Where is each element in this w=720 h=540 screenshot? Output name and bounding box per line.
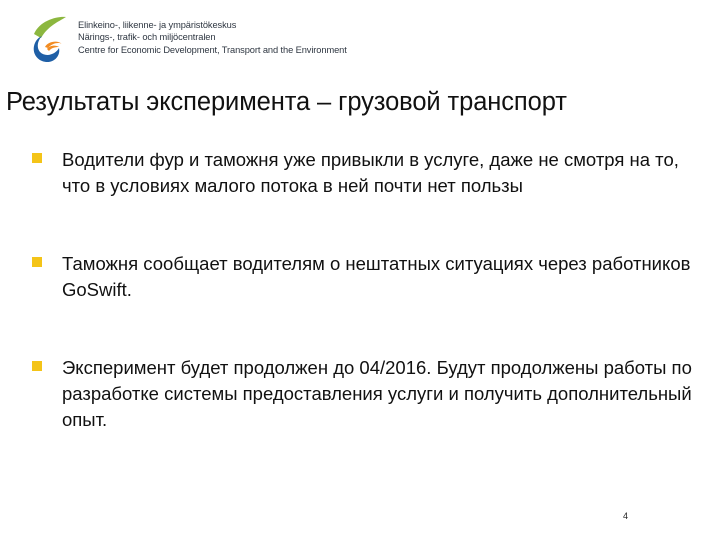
bullet-item xyxy=(32,147,704,199)
logo-text xyxy=(78,19,347,56)
logo-line-sv: Närings-, trafik- och miljöcentralen xyxy=(78,32,216,43)
logo-line-fi: Elinkeino-, liikenne- ja ympäristökeskus xyxy=(78,20,237,30)
bullet-text: Таможня сообщает водителям о нештатных ситуациях через работников GoSwift. xyxy=(62,253,691,300)
logo-line-en: Centre for Economic Development, Transport and the Environment xyxy=(78,44,347,55)
bullet-list xyxy=(32,147,704,433)
ely-centre-logo xyxy=(22,14,347,70)
bullet-square-icon xyxy=(32,153,42,163)
page-number: 4 xyxy=(623,511,629,521)
bullet-square-icon xyxy=(32,257,42,267)
bullet-text: Эксперимент будет продолжен до 04/2016. Будут продолжены работы по разработке системы предоставления услуги и получить дополнительный опыт. xyxy=(62,357,692,430)
bullet-item xyxy=(32,251,704,303)
bullet-text: Водители фур и таможня уже привыкли в услуге, даже не смотря на то, что в условиях малого потока в ней почти нет пользы xyxy=(62,149,679,196)
ely-logo-icon xyxy=(28,14,68,66)
bullet-square-icon xyxy=(32,361,42,371)
bullet-item xyxy=(32,355,704,433)
slide-title: Результаты эксперимента – грузовой транспорт xyxy=(6,88,567,116)
